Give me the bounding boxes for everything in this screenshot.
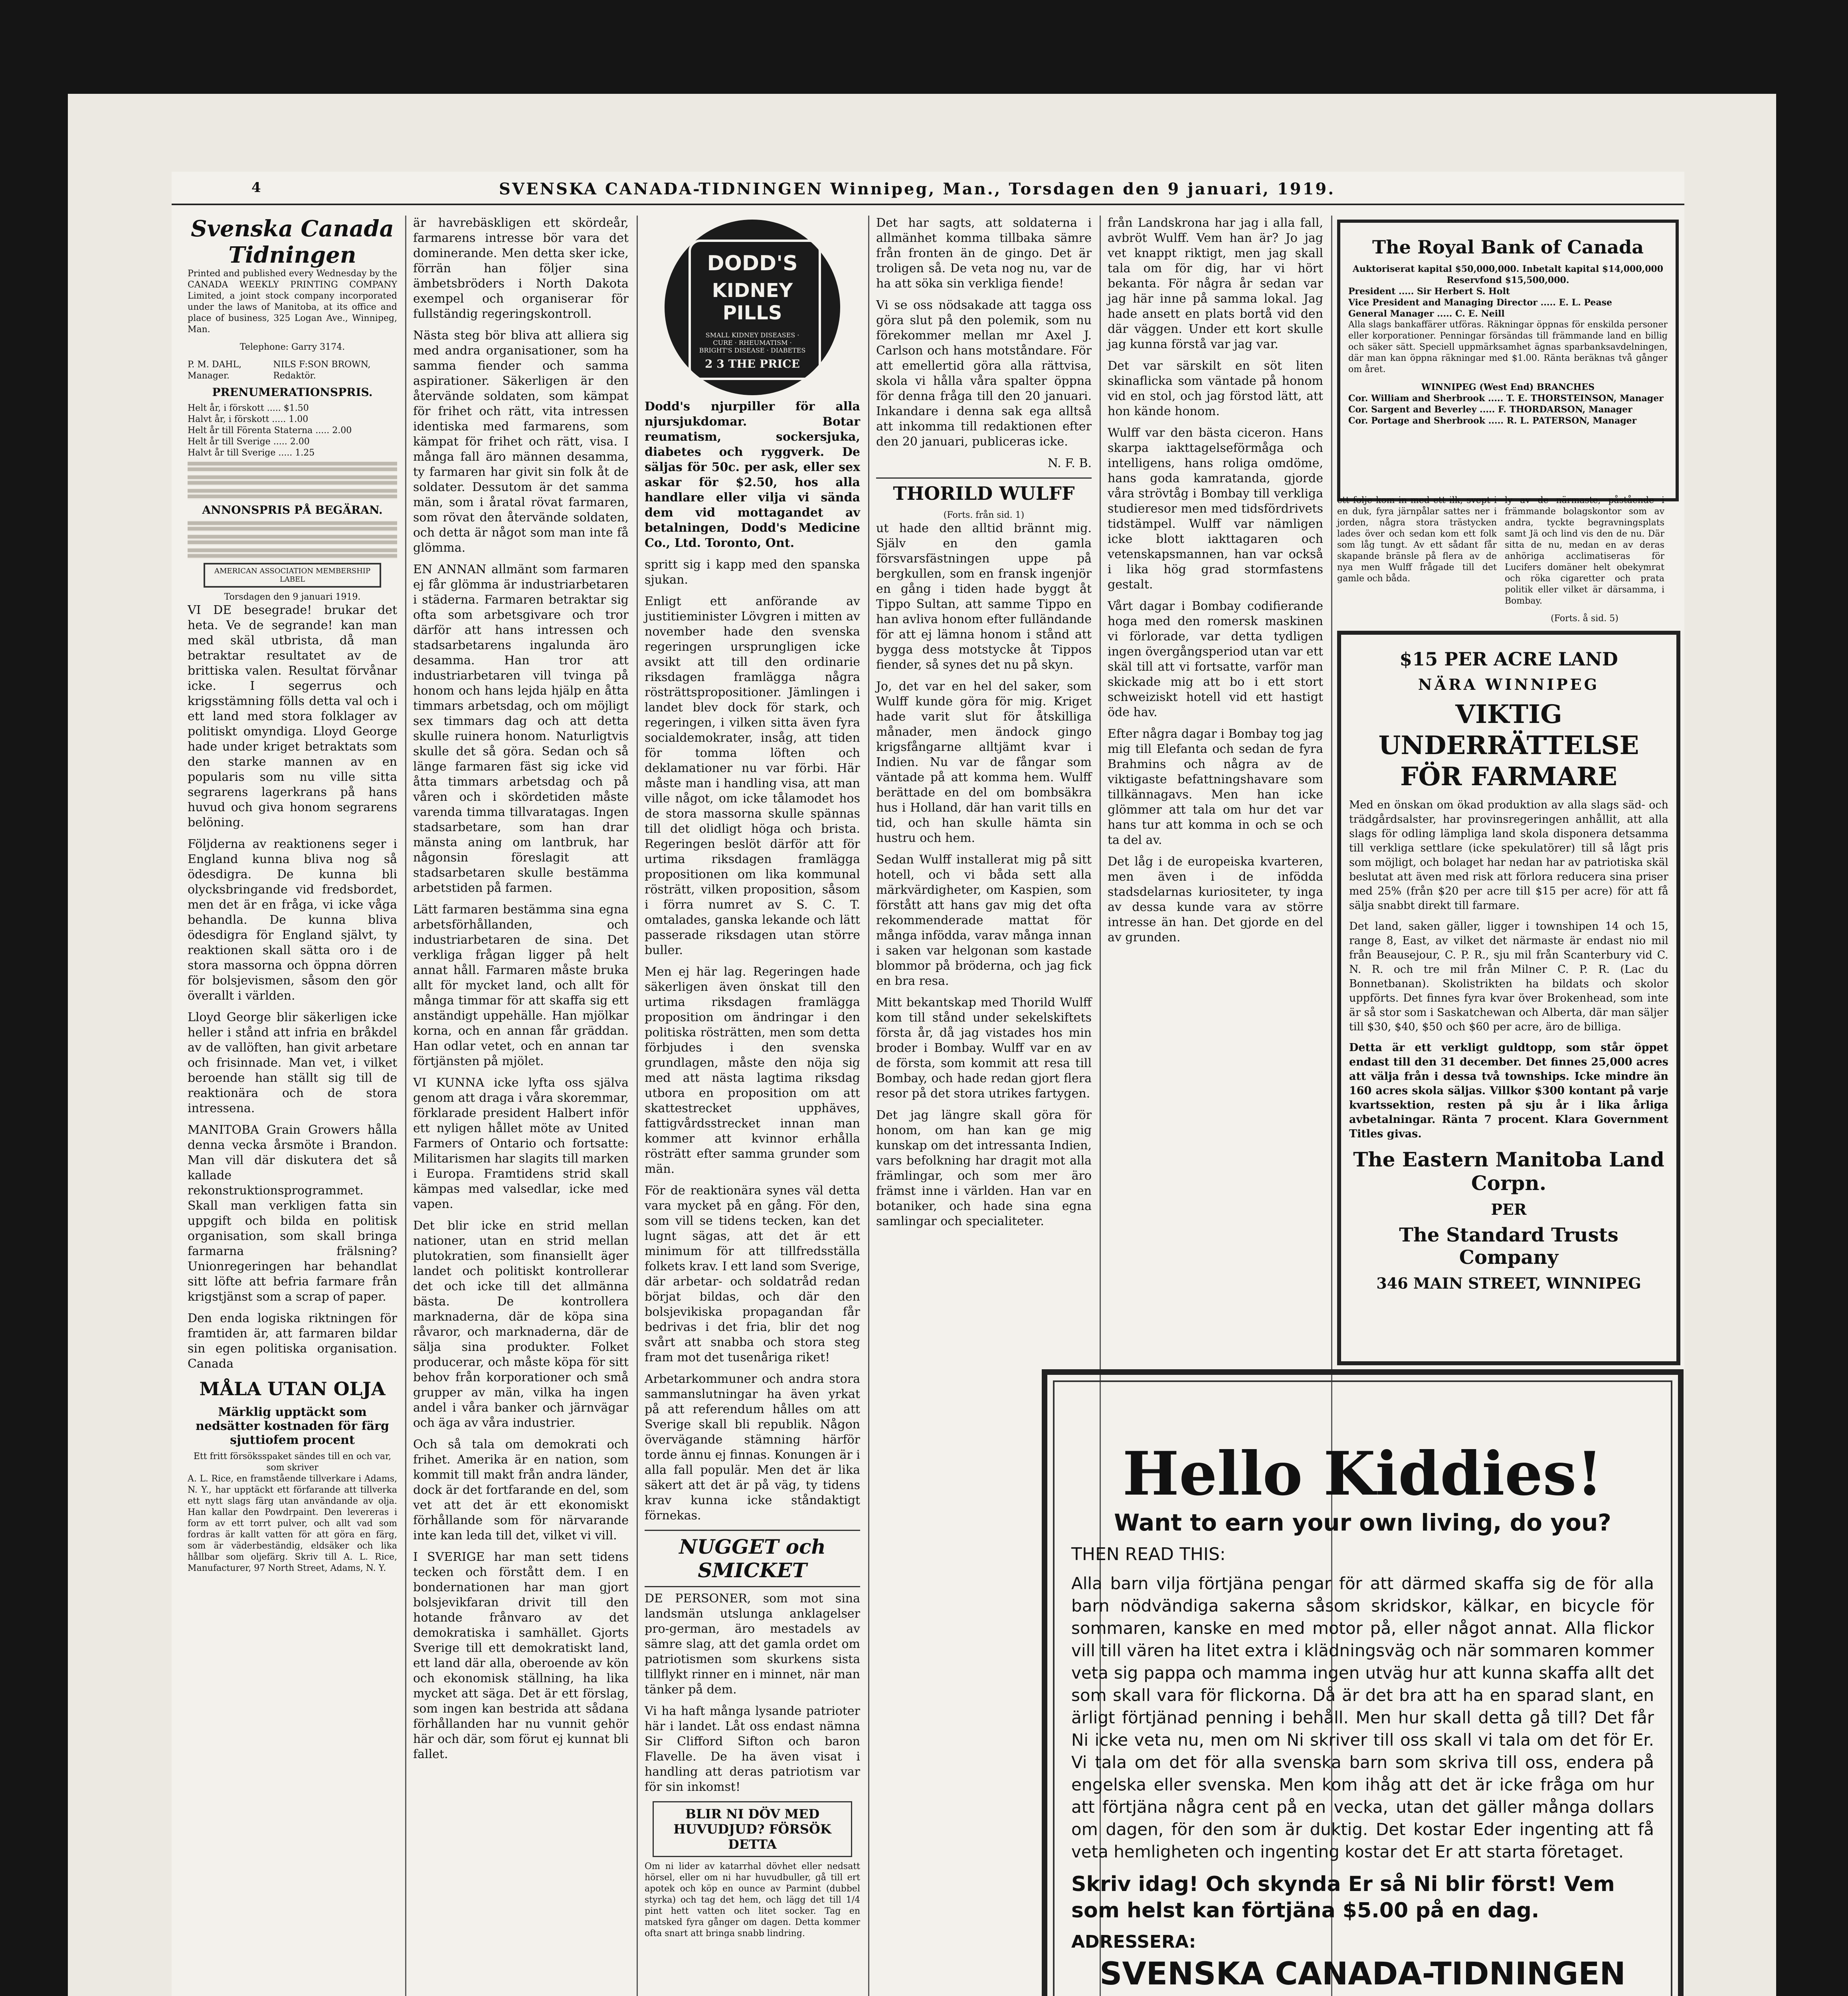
dodds-price: 2 3 THE PRICE [705, 357, 800, 370]
nugget-section-heading: NUGGET och SMICKET [645, 1530, 860, 1587]
editorial-article: Lloyd George blir säkerligen icke heller i stånd att infria en bråkdel av de vallöften, han givit arbetare och frisinnade. Man vet, i vilket beroende han ställt sig till de reaktionära och de stora intressena. [188, 1010, 397, 1115]
article-text: Vårt dagar i Bombay codifierande hoga med den romersk maskinen vi förlorade, var detta tydligen ingen övergångsperiod utan var ett skäl till att vi fortsatte, varför man skickade mig att bo i ett stort schweiziskt hotell vid ett hastigt öde hav. [1108, 599, 1323, 719]
editorial-article: MANITOBA Grain Growers hålla denna vecka årsmöte i Brandon. Man vill där diskutera det så kallade rekonstruktionsprogrammet. Skall man verkligen fatta sin uppgift och bilda en politisk organisation, som skall bringa farmarna frälsning? Unionregeringen har behandlat sitt löfte att befria farmare från krigstjänst som a scrap of paper. [188, 1123, 397, 1304]
continued-note: (Forts. å sid. 5) [1551, 614, 1618, 624]
editorial-article: Följderna av reaktionens seger i England kunna bliva nog så ödesdigra. De kunna bli olycksbringande vid fredsbordet, men det är en fråga, vi icke våga behandla. De kunna bliva ödesdigra för England självt, ty reaktionen skall sätta oro i de stora massorna och öppna dörren för bolsjevismen, såsom den gör överallt i världen. [188, 837, 397, 1003]
land-company: The Eastern Manitoba Land Corpn. [1353, 1148, 1664, 1195]
kiddies-address-label: ADRESSERA: [1071, 1932, 1196, 1952]
manager: P. M. DAHL, Manager. [188, 360, 242, 381]
article-text: Men ej här lag. Regeringen hade säkerligen även önskat till den urtima riksdagen framlägga proposition om ändringar i den politiska rösträtten, men som detta förbjudes i den svenska grundlagen, måste den nöja sig med att nästa lagtima riksdag utbora en proposition om att skattestrecket upphäves, fattigvårdsstrecket innan man kommer att kvinnor erhålla rösträtt efter samma grunder som män. [645, 965, 860, 1176]
subscription-row: Helt år till Förenta Staterna ..... 2.00 [188, 426, 352, 436]
advert-price-heading: ANNONSPRIS PÅ BEGÄRAN. [202, 503, 383, 517]
article-text: För de reaktionära synes väl detta vara mycket på en gång. För den, som vill se tidens tecken, kan det lugnt sägas, att det är ett minimum för att tillfredsställa folkets krav. I ett land som Sverige, där arbetar- och soldatråd redan börjat bildas, och där den bolsjevikiska propagandan får bedrivas i det fria, blir det nog svårt att snabba och stora steg fram mot det tusenåriga riket! [645, 1184, 860, 1364]
kiddies-subheading: Want to earn your own living, do you? [1114, 1509, 1611, 1536]
bank-officer: President ..... Sir Herbert S. Holt [1348, 286, 1510, 297]
bank-branch: Cor. William and Sherbrook ..... T. E. THORSTEINSON, Manager [1348, 393, 1664, 404]
article-text: är havrebäskligen ett skördeår, farmarens intresse bör vara det dominerande. Men detta sker icke, förrän han följer sina ämbetsbröders i North Dakota exempel och organiserar för fullständig regeringskontroll. [413, 216, 629, 321]
union-label: AMERICAN ASSOCIATION MEMBERSHIP LABEL [204, 563, 381, 588]
bank-description: Alla slags bankaffärer utföras. Räkningar öppnas för enskilda personer eller korporationer. Penningar försändas till främmande land en billig och säker sätt. Speciell uppmärksamhet ägnas sparbanksavdelningen, där man kan öppna räkningar med $1.00. Ränta beräknas två gånger om året. [1348, 320, 1668, 374]
land-trust-company: The Standard Trusts Company [1399, 1224, 1618, 1269]
article-text: Det låg i de europeiska kvarteren, men även i de infödda stadsdelarnas kuriositeter, ty inga av dessa kunde vara av större intresse än han. Det gjorde en del av grunden. [1108, 855, 1323, 945]
bank-title: The Royal Bank of Canada [1372, 236, 1644, 258]
article-text: spritt sig i kapp med den spanska sjukan. [645, 558, 860, 587]
telephone: Telephone: Garry 3174. [239, 342, 345, 352]
paint-ad-subheading: Märklig upptäckt som nedsätter kostnaden för färg sjuttiofem procent [196, 1405, 389, 1447]
bank-officer: Vice President and Managing Director ..... E. L. Pease [1348, 297, 1613, 308]
dodds-ad-text: Dodd's njurpiller för alla njursjukdomar. Botar reumatism, sockersjuka, diabetes och ryggverk. De säljas för 50c. per ask, eller sex askar för $2.50, hos alla handlare eller vilja vi sända dem vid mottagandet av betalningen, Dodd's Medicine Co., Ltd. Toronto, Ont. [645, 400, 860, 550]
column-6-text-right [1505, 495, 1664, 624]
page-number: 4 [251, 180, 261, 196]
kiddies-then: THEN READ THIS: [1071, 1544, 1226, 1564]
paint-ad-subheading: Ett fritt försöksspaket sändes till en och var, som skriver [193, 1451, 392, 1473]
signature: N. F. B. [1047, 456, 1092, 470]
article-text: från Landskrona har jag i alla fall, avbröt Wulff. Vem han är? Jo jag vet knappt riktigt, men jag skall tala om för dig, har vi hört bekanta. För några år sedan var jag här inne på samma lokal. Jag hade ansett en plats bortå vid den där väggen. Under ett kort skulle jag kunna förstå var jag var. [1108, 216, 1323, 351]
article-text: ly av de närmaste, påstående i främmande bolagskontor som av andra, tyckte begravningsplats samt Jä och lind vis den de nu. Där sitta de nu, medan en av deras anhöriga acclimatiseras för Lucifers domäner helt obekymrat och röka cigaretter och prata politik eller vilket är därsamma, i Bombay. [1505, 495, 1664, 606]
paint-ad-text: A. L. Rice, en framstående tillverkare i Adams, N. Y., har upptäckt ett förfarande att tillverka ett nytt slags färg utan användande av olja. Han kallar den Powdrpaint. Den levereras i form av ett torrt pulver, och allt vad som fordras är kallt vatten för att göra en färg, som är väderbeständig, eldsäker och lika hållbar som oljefärg. Skriv till A. L. Rice, Manufacturer, 97 North Street, Adams, N. Y. [188, 1474, 397, 1573]
column-3 [645, 216, 860, 1996]
article-text: I SVERIGE har man sett tidens tecken och förstått dem. I en bondernationen har man gjort bolsjevikfaran drivit till den hotande frånvaro av det demokratiska i samhället. Gjorts Sverige till ett demokratiskt land, ett land där alla, oberoende av kön och ekonomisk ställning, ha lika mycket att säga. Det är ett förslag, som ingen kan bestrida att sådana förhållanden har nu vunnit gehör här och där, som förut ej kunnat bli fallet. [413, 1550, 629, 1761]
paint-ad-heading: MÅLA UTAN OLJA [199, 1378, 386, 1400]
article-text: Det var särskilt en söt liten skinaflicka som väntade på honom vid en stol, och jag förstod lätt, att hon kände honom. [1108, 359, 1323, 418]
deafness-ad-heading: BLIR NI DÖV MED HUVUDJUD? FÖRSÖK DETTA [653, 1801, 852, 1857]
land-ad-location: NÄRA WINNIPEG [1418, 675, 1600, 693]
subscription-row: Helt år till Sverige ..... 2.00 [188, 437, 310, 447]
article-text: Det jag längre skall göra för honom, om han kan ge mig kunskap om det intressanta Indien, vars befolkning har dragit mot alla främlingar, och som mer äro främst inne i världen. Han var en botaniker, och hade sina egna samlingar och specialiteter. [876, 1108, 1092, 1228]
article-text: ett folje kom in med ett ilk, svept i en duk, fyra järnpålar sattes ner i jorden, några stora trästycken lades över och sedan kom ett folk som låg tungt. Av ett sådant får skapande bränsle på flera av de nya men Wulff frågade till det gamle och båda. [1337, 495, 1497, 584]
article-text: EN ANNAN allmänt som farmaren ej får glömma är industriarbetaren i städerna. Farmaren betraktar sig ofta som arbetsgivare och tror därför att hans intressen och stadsarbetarens ingalunda äro desamma. Han tror att industriarbetaren vill tvinga på honom och hans lejda hjälp en åtta timmars arbetsdag, och om möjligt sex timmars dag och att detta skulle ruinera honom. Naturligtvis skulle det så göra. Sedan och så länge farmaren fäst sig icke vid åtta timmars arbetsdag och på våren och i skördetiden måste varenda timma tillvaratagas. Ingen stadsarbetare, som han drar mänsta aning om lantbruk, har någonsin föreslagit att stadsarbetaren skulle bestämma arbetstiden på farmen. [413, 562, 629, 895]
article-text: ut hade den alltid brännt mig. Själv en den gamla försvarsfästningen uppe på bergkullen, som en fransk ingenjör en gång i tiden hade byggt åt Tippo Sultan, att samme Tippo en han avliva honom efter fulländande för att ej lämna honom i stånd att bygga dess motstycke åt Tippos fiender, så synes det nu på skyn. [876, 521, 1092, 672]
article-text: Arbetarkommuner och andra stora sammanslutningar ha även yrkat på att referendum hålles om att Sverige skall bli republik. Någon övervägande stämning härför torde ännu ej finnas. Konungen är i alla fall populär. Men det är lika säkert att det är på väg, ty tidens krav kunna icke ståndaktigt förnekas. [645, 1372, 860, 1523]
royal-bank-ad [1337, 220, 1679, 501]
subscription-row: Halvt år, i förskott ..... 1.00 [188, 414, 309, 424]
column-6-text-left [1337, 495, 1497, 615]
kiddies-heading: Hello Kiddies! [1122, 1439, 1603, 1509]
column-rule [868, 216, 869, 1996]
editor: NILS F:SON BROWN, Redaktör. [273, 360, 371, 381]
article-text: Enligt ett anförande av justitieminister Lövgren i mitten av november hade den svenska regeringen ursprungligen icke avsikt att till den ordinarie riksdagen framlägga några rösträttspropositioner. Jämlingen i landet blev dock för stark, och regeringen, i vilken sitta även fyra socialdemokrater, insåg, att tiden för tomma löften och deklamationer nu var förbi. Här måste man i handling visa, att man ville något, om icke tålamodet hos de stora massorna skulle spännas till det olidligt höga och brista. Regeringen beslöt därför att för urtima riksdagen framlägga propositionen om lika kommunal rösträtt, vilken proposition, såsom i förra numret av S. C. T. omtalades, ganska lekande och lätt passerade riksdagen utan större buller. [645, 594, 860, 957]
paper-title: Svenska Canada Tidningen [191, 216, 394, 268]
land-ad [1337, 631, 1680, 1365]
land-ad-heading: VIKTIG UNDERRÄTTELSE FÖR FARMARE [1378, 699, 1639, 792]
column-2 [413, 216, 629, 1996]
land-per: PER [1491, 1200, 1527, 1218]
issue-date: Torsdagen den 9 januari 1919. [224, 592, 361, 602]
land-ad-paragraph: Med en önskan om ökad produktion av alla slags säd- och trädgårdsalster, har provinsregeringen anhållit, att alla slags för odling lämpliga land skola disponera detsamma till verkliga settlare (icke spekulatörer) till så lågt pris som möjligt, och bolaget har nedan har av patriotiska skäl beslutat att även med risk att förlora reducera sina priser med 25% (från $20 per acre till $15 per acre) för att få sälja snabbt direkt till farmare. [1349, 799, 1668, 912]
masthead: SVENSKA CANADA-TIDNINGEN Winnipeg, Man., Torsdagen den 9 januari, 1919. [499, 180, 1336, 198]
subscription-heading: PRENUMERATIONSPRIS. [212, 386, 373, 399]
kiddies-paper-name: SVENSKA CANADA-TIDNINGEN [1100, 1956, 1626, 1992]
dodds-product-name: KIDNEY PILLS [712, 279, 793, 324]
subscription-row: Helt år, i förskott ..... $1.50 [188, 403, 309, 413]
article-text: Det har sagts, att soldaterna i allmänhet komma tillbaka sämre från fronten än de gingo. Det är troligen så. De veta nog nu, var de ha att söka sin verkliga fiende! [876, 216, 1092, 291]
article-text: Jo, det var en hel del saker, som Wulff kunde göra för mig. Kriget hade varit slut för åtskilliga månader, men ändock gingo krigsfångarne alltjämt kvar i Indien. Nu var de fångar som väntade på att komma hem. Wulff berättade en del om bombsäkra hus i Holland, där han varit tills en tid, och han skulle hämta sin hustru och hem. [876, 679, 1092, 845]
bank-branch: Cor. Portage and Sherbrook ..... R. L. PATERSON, Manager [1348, 416, 1637, 426]
land-ad-paragraph: Detta är ett verkligt guldtopp, som står öppet endast till den 31 december. Det finnes 25,000 acres att välja från i dessa två townships. Icke mindre än 160 acres skola säljas. Villkor $300 kontant på varje kvartssektion, resten på sju år i lika årliga avbetalningar. Ränta 7 procent. Klara Government Titles givas. [1349, 1042, 1668, 1140]
article-text: Det blir icke en strid mellan nationer, utan en strid mellan plutokratien, som finansiellt äger landet och politiskt kontrollerar det och icke till det allmänna bästa. De kontrollera marknaderna, där de köpa sina råvaror, och marknaderna, där de sälja sina produkter. Folket producerar, och måste köpa för sitt behov från korporationer och små grupper av män, vilka ha ingen andel i våra banker och järnvägar och äga av våra industrier. [413, 1219, 629, 1430]
bank-officer: General Manager ..... C. E. Neill [1348, 309, 1505, 319]
article-text: Wulff var den bästa ciceron. Hans skarpa iakttagelseförmåga och intelligens, hans roliga omdöme, hans goda kamratanda, gjorde våra strövtåg i Bombay till verkliga studieresor men med tidsfördrivets tidstämpel. Wulff var nämligen icke blott iakttagaren och vetenskapsmannen, han var också i lika hög grad stormfastens gestalt. [1108, 426, 1323, 592]
thorild-subheading: (Forts. från sid. 1) [943, 510, 1025, 520]
article-text: Vi ha haft många lysande patrioter här i landet. Låt oss endast nämna Sir Clifford Sifton och baron Flavelle. De ha även visat i handling att deras patriotism var för sin inkomst! [645, 1704, 860, 1794]
land-ad-price: $15 PER ACRE LAND [1399, 648, 1618, 670]
column-1 [188, 216, 397, 1996]
article-text: Sedan Wulff installerat mig på sitt hotell, och vi båda sett alla märkvärdigheter, om Kaspien, som förstått att hans gav mig det ofta rekommenderade mattat för många infödda, varav många innan i saken var helgonan som kastade blommor på bröderna, och jag fick en bra resa. [876, 853, 1092, 988]
thorild-heading: THORILD WULFF [876, 477, 1092, 504]
column-rule [405, 216, 406, 1996]
land-ad-paragraph: Det land, saken gäller, ligger i townshipen 14 och 15, range 8, East, av vilket det närmaste är endast nio mil från Beausejour, C. P. R., sju mil från Scanterbury vid C. N. R. och tre mil från Milner C. P. R. (Lac du Bonnetbanan). Skolistrikten ha bildats och skolor uppförts. Det finnes fyra kvar över Brokenhead, som inte är så stor som i Saskatchewan och Alberta, där man säljer till $30, $40, $50 och $60 per acre, äro de billiga. [1349, 920, 1668, 1033]
article-text: Lätt farmaren bestämma sina egna arbetsförhållanden, och industriarbetaren de sina. Det verkliga frågan ligger på helt annat håll. Farmaren måste bruka allt för mycket land, och allt för många timmar för att skaffa sig ett anständigt uppehälle. Han mjölkar korna, och en annan får gräddan. Han odlar vetet, och en annan tar förtjänsten på mjölet. [413, 903, 629, 1068]
editorial-article: VI DE besegrade! brukar det heta. Ve de segrande! kan man med skäl utbrista, då man betraktar resultatet av de brittiska valen. Resultat förvånar icke. I segerrus och krigsstämning fölls detta val och i ett land med stora folklager av politiskt omyndiga. Lloyd George hade under kriget betraktats som den starke mannen av en popularis som nu ville sitta segrarens lagerkrans på hans huvud och giva honom segrarens belöning. [188, 603, 397, 830]
bank-branch: Cor. Sargent and Beverley ..... F. THORDARSON, Manager [1348, 404, 1632, 415]
dodds-ring-text: SMALL KIDNEY DISEASES · CURE · RHEUMATISM · BRIGHT'S DISEASE · DIABETES [699, 331, 806, 354]
land-address: 346 MAIN STREET, WINNIPEG [1376, 1274, 1641, 1292]
bank-branches-heading: WINNIPEG (West End) BRANCHES [1421, 382, 1595, 392]
kiddies-cta: Skriv idag! Och skynda Er så Ni blir först! Vem som helst kan förtjäna $5.00 på en dag. [1071, 1872, 1615, 1923]
article-text: DE PERSONER, som mot sina landsmän utslunga anklagelser pro-german, äro mestadels av sämre slag, att det gamla ordet om patriotismen som skurkens sista tillflykt rinner en i minnet, när man tänker på dem. [645, 1592, 860, 1697]
dodds-pill-box-illustration [665, 220, 840, 395]
article-text: Mitt bekantskap med Thorild Wulff kom till stånd under sekelskiftets första år, då jag vistades hos min broder i Bombay. Wulff var en av de första, som kommit att resa till Bombay, och hade redan gjort flera resor på det stora utrikes fartygen. [876, 996, 1092, 1101]
dodds-brand: DODD'S [707, 251, 798, 275]
staff-line [188, 359, 397, 382]
kiddies-ad [1042, 1369, 1684, 1996]
bank-reserve: Reservfond $15,500,000. [1446, 275, 1569, 285]
article-text: VI KUNNA icke lyfta oss själva genom att draga i våra skoremmar, förklarade president Halbert inför ett nyligen hållet möte av United Farmers of Ontario och fortsatte: Militarismen har slagits till marken i Europa. Framtidens strid skall kämpas med valsedlar, icke med vapen. [413, 1076, 629, 1211]
subscription-row: Halvt år till Sverige ..... 1.25 [188, 448, 315, 458]
article-text: Efter några dagar i Bombay tog jag mig till Elefanta och sedan de fyra Brahmins och några av de viktigaste befattningshavare som tillkännagavs. Men han icke glömmer att tala om hur det var hans tur att komma in och se och ta del av. [1108, 727, 1323, 847]
page-header [172, 172, 1684, 205]
editorial-article: Den enda logiska riktningen för framtiden är, att farmaren bildar sin egen politiska organisation. Canada [188, 1311, 397, 1371]
kiddies-body: Alla barn vilja förtjäna pengar för att därmed skaffa sig de för alla barn nödvändiga sakerna såsom skridskor, kälkar, en bicycle för sommaren, kanske en med motor på, eller något annat. Alla flickor vill till vären ha litet extra i klädningsväg och när sommaren kommer veta sig pappa och mamma ingen utväg hur att kunna skaffa allt det som skall vara för flickorna. Då är det bra att ha en sparad slant, en ärligt förtjänad penning i behåll. Men hur skall detta gå till? Det får Ni icke veta nu, men om Ni skriver till oss skall vi tala om det för Er. Vi tala om det för alla svenska barn som skriva till oss, endera på engelska eller svenska. Men kom ihåg att det är icke fråga om hur att förtjäna några cent på en vecka, utan det gäller många dollars om dagen, för den som är duktig. Det kostar Eder ingenting att få veta hemligheten och ingenting kostar det Er att starta företaget. [1071, 1574, 1654, 1861]
article-text: Nästa steg bör bliva att alliera sig med andra organisationer, som ha samma fiender och samma aspirationer. Säkerligen är den återvände soldaten, som kämpat för frihet och rätt, vita intressen identiska med farmarens, som kämpat för frihet och rätt, visa. I många fall äro männen desamma, ty farmaren har givit sin folk åt de soldater. Dessutom är det samma män, som i åratal rövat farmaren, som rövat den återvände soldaten, och detta är något som man inte få glömma. [413, 329, 629, 555]
column-rule [637, 216, 638, 1996]
bank-capital: Auktoriserat kapital $50,000,000. Inbetalt kapital $14,000,000 [1352, 264, 1664, 274]
article-text: Vi se oss nödsakade att tagga oss göra slut på den polemik, som nu förekommer mellan mr Axel J. Carlson och hans motståndare. För att emellertid göra alla rättvisa, skola vi hålla våra spalter öppna för denna fråga till den 20 januari. Inkandare i denna sak ega alltså att inkomma till redaktionen efter den 20 januari, publiceras icke. [876, 298, 1092, 449]
newspaper-page [172, 172, 1684, 1996]
publisher-info: Printed and published every Wednesday by the CANADA WEEKLY PRINTING COMPANY Limited, a joint stock company incorporated under the laws of Manitoba, at its office and place of business, 325 Logan Ave., Winnipeg, Man. [188, 269, 397, 335]
article-text: Och så tala om demokrati och frihet. Amerika är en nation, som kommit till makt från andra länder, dock är det fortfarande en del, som vet att det är ett ekonomiskt förhållande som för närvarande inte kan leda till det, vilket vi vill. [413, 1438, 629, 1543]
deafness-ad-text: Om ni lider av katarrhal dövhet eller nedsatt hörsel, eller om ni har huvudbuller, gå till ert apotek och köp en ounce av Parmint (dubbel styrka) och tag det hem, och lägg det till 1/4 pint hett vatten och litet socker. Tag en matsked fyra gånger om dagen. Detta kommer ofta snart att bringa snabb lindring. [645, 1861, 860, 1939]
